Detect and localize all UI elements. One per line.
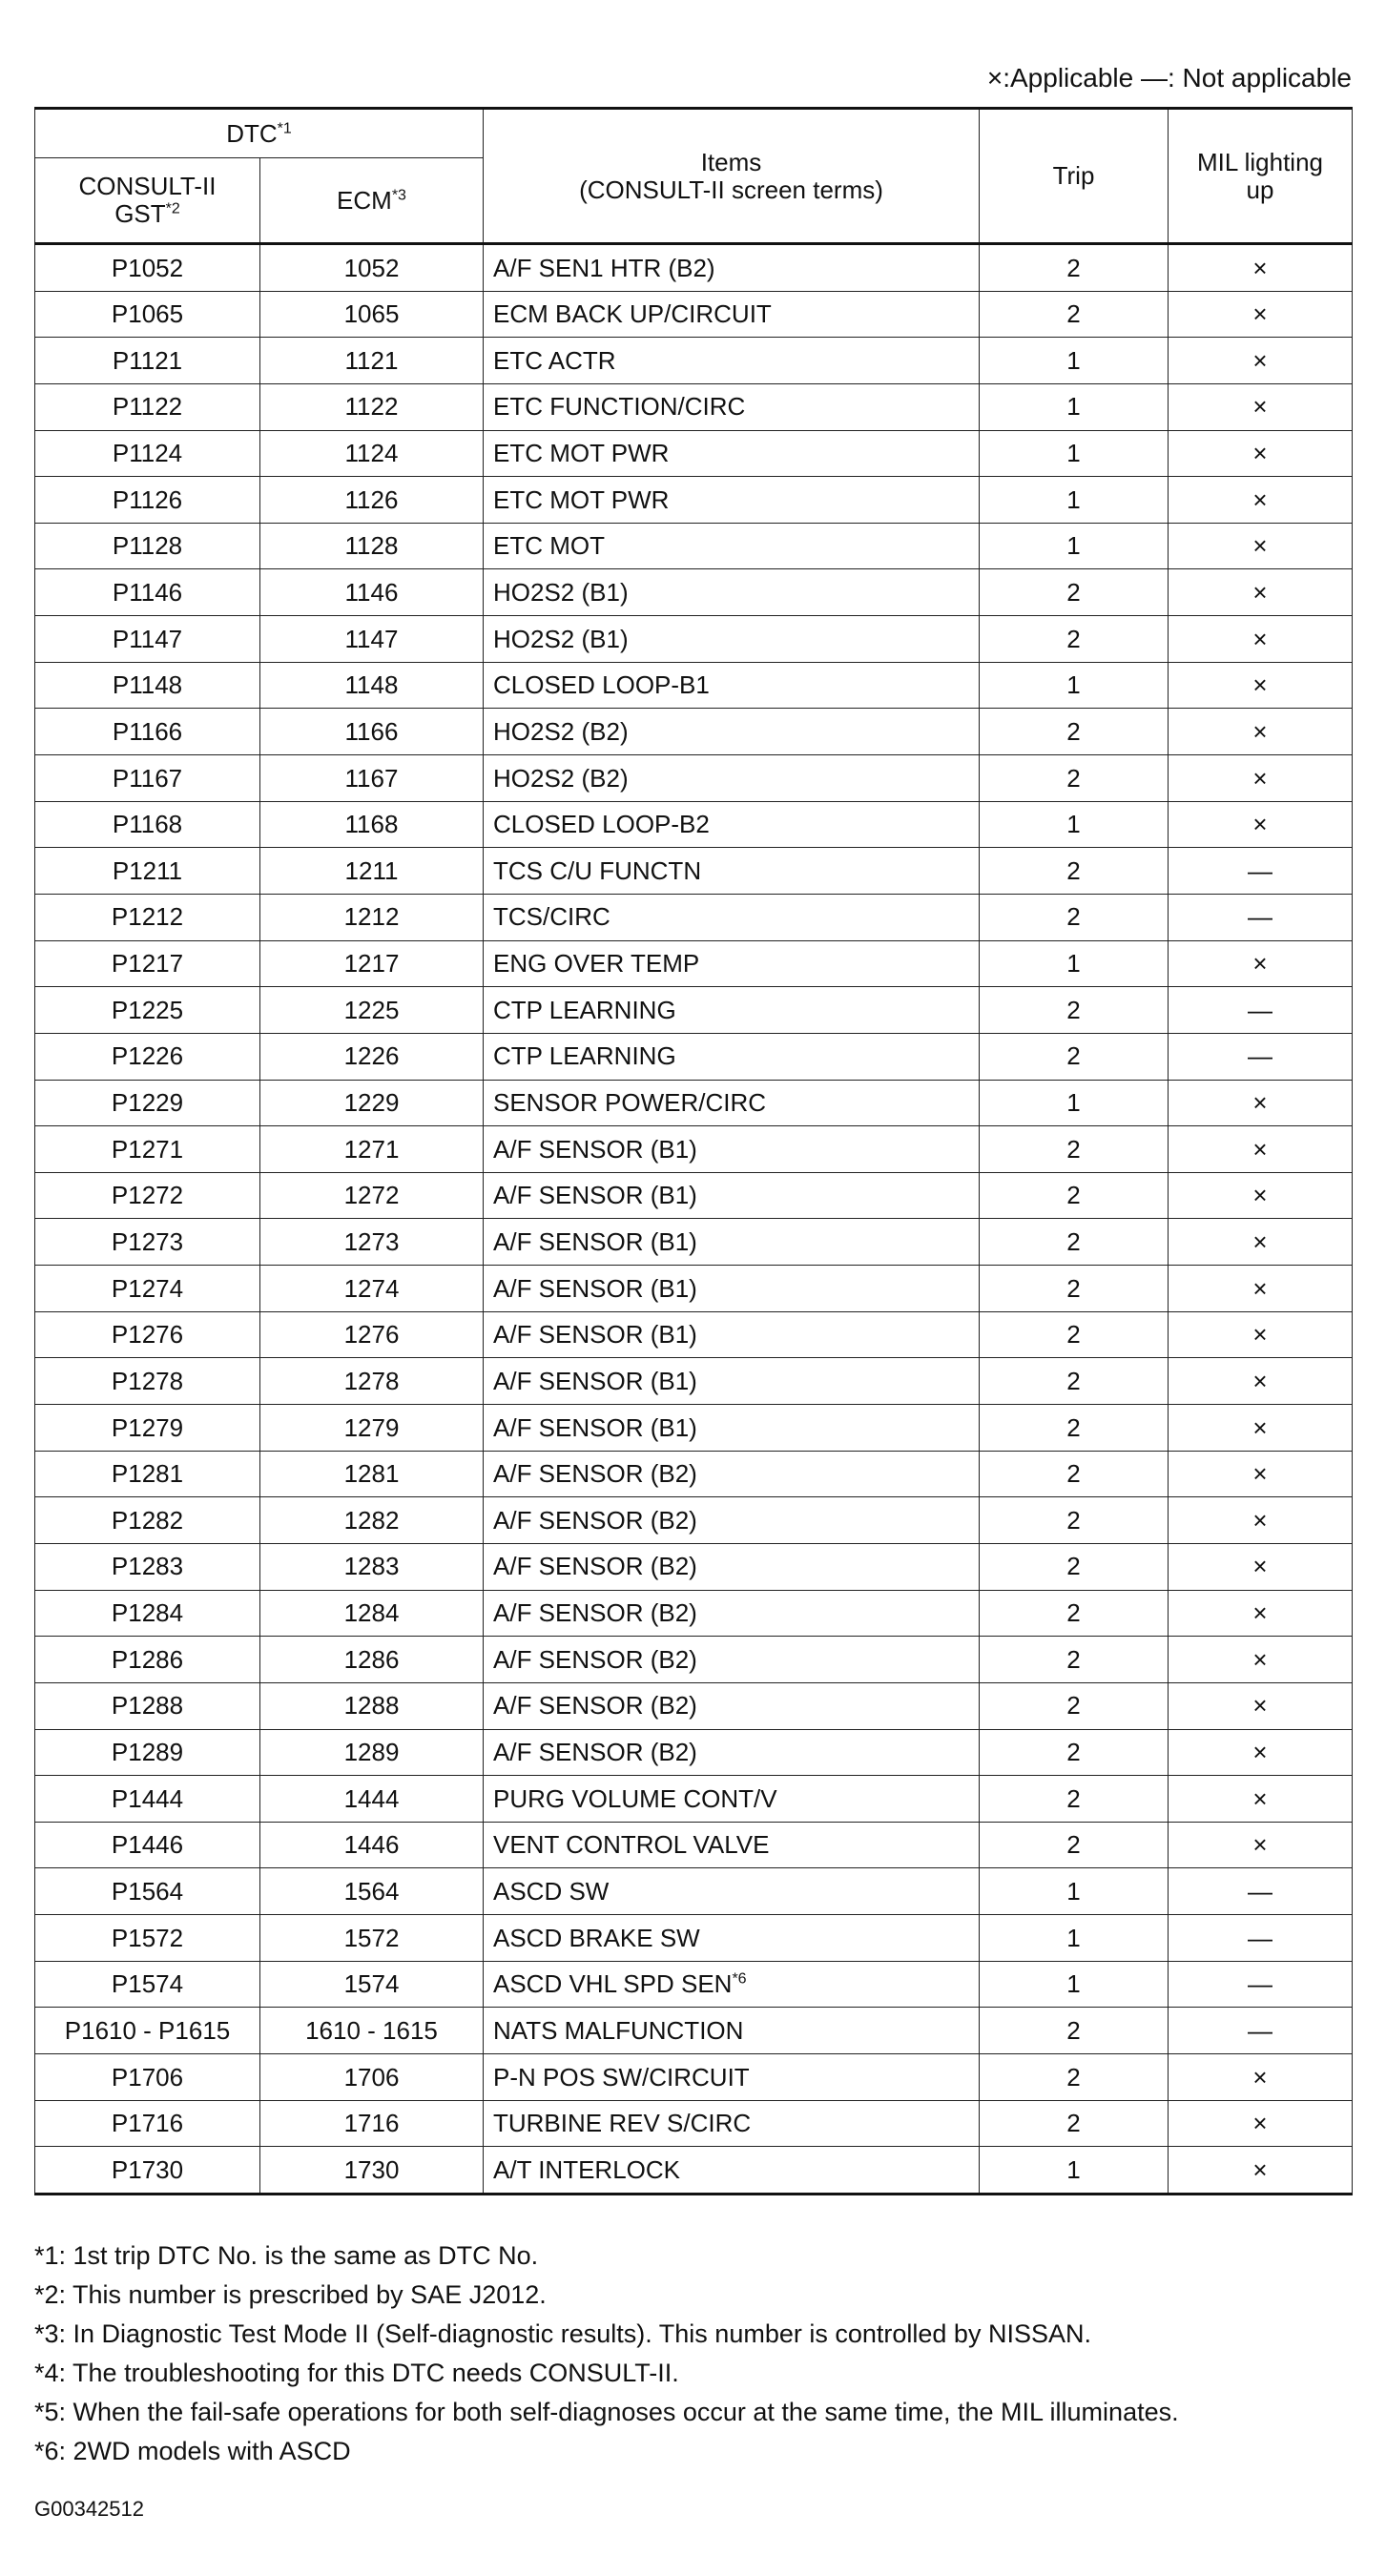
mil-cell: × (1169, 477, 1353, 524)
consult-code-cell: P1121 (35, 338, 260, 384)
figure-id: G00342512 (34, 2497, 144, 2521)
item-cell: CTP LEARNING (484, 987, 980, 1034)
trip-cell: 2 (980, 2008, 1169, 2054)
consult-code-cell: P1273 (35, 1219, 260, 1266)
item-cell: P-N POS SW/CIRCUIT (484, 2053, 980, 2100)
mil-cell: × (1169, 709, 1353, 755)
consult-code-cell: P1126 (35, 477, 260, 524)
ecm-code-cell: 1148 (260, 662, 484, 709)
consult-code-cell: P1284 (35, 1590, 260, 1637)
ecm-code-cell: 1168 (260, 801, 484, 848)
table-row (35, 1172, 1353, 1219)
item-cell: NATS MALFUNCTION (484, 2008, 980, 2054)
mil-cell: — (1169, 1868, 1353, 1915)
consult-code-cell: P1226 (35, 1033, 260, 1080)
table-row (35, 801, 1353, 848)
trip-cell: 2 (980, 987, 1169, 1034)
item-cell: ASCD VHL SPD SEN$^{*6}$ (484, 1961, 980, 2008)
table-row (35, 940, 1353, 987)
mil-cell: × (1169, 338, 1353, 384)
trip-cell: 1 (980, 940, 1169, 987)
item-cell: A/F SENSOR (B1) (484, 1126, 980, 1173)
mil-cell: × (1169, 1497, 1353, 1544)
mil-cell: × (1169, 2147, 1353, 2195)
ecm-code-cell: 1273 (260, 1219, 484, 1266)
consult-code-cell: P1167 (35, 755, 260, 802)
trip-cell: 2 (980, 616, 1169, 663)
table-row (35, 1868, 1353, 1915)
consult-code-cell: P1283 (35, 1543, 260, 1590)
table-row (35, 1961, 1353, 2008)
table-body (35, 244, 1353, 2195)
ecm-code-cell: 1226 (260, 1033, 484, 1080)
table-row (35, 2100, 1353, 2147)
item-cell: A/F SENSOR (B2) (484, 1543, 980, 1590)
consult-code-cell: P1212 (35, 894, 260, 940)
table-row (35, 2147, 1353, 2195)
trip-cell: 1 (980, 662, 1169, 709)
item-cell: HO2S2 (B1) (484, 569, 980, 616)
ecm-code-cell: 1166 (260, 709, 484, 755)
mil-cell: — (1169, 1915, 1353, 1962)
mil-cell: × (1169, 1219, 1353, 1266)
table-row (35, 1543, 1353, 1590)
table-row (35, 1590, 1353, 1637)
trip-cell: 2 (980, 1729, 1169, 1776)
trip-cell: 2 (980, 1219, 1169, 1266)
mil-cell: × (1169, 2053, 1353, 2100)
consult-code-cell: P1065 (35, 291, 260, 338)
item-cell: A/F SENSOR (B1) (484, 1405, 980, 1452)
trip-cell: 2 (980, 709, 1169, 755)
items-header: Items (CONSULT-II screen terms) (484, 109, 980, 244)
ecm-code-cell: 1274 (260, 1266, 484, 1312)
item-cell: CLOSED LOOP-B2 (484, 801, 980, 848)
consult-code-cell: P1217 (35, 940, 260, 987)
trip-cell: 2 (980, 1033, 1169, 1080)
consult-gst-header: CONSULT-II GST$^{*2}$ (35, 158, 260, 244)
dtc-table (34, 107, 1353, 2195)
table-row (35, 1358, 1353, 1405)
mil-cell: × (1169, 1080, 1353, 1126)
mil-cell: × (1169, 1405, 1353, 1452)
trip-cell: 1 (980, 477, 1169, 524)
mil-cell: × (1169, 662, 1353, 709)
table-row (35, 1637, 1353, 1683)
consult-code-cell: P1052 (35, 244, 260, 292)
trip-cell: 1 (980, 1915, 1169, 1962)
consult-code-cell: P1128 (35, 523, 260, 569)
consult-code-cell: P1276 (35, 1311, 260, 1358)
consult-code-cell: P1730 (35, 2147, 260, 2195)
consult-code-cell: P1289 (35, 1729, 260, 1776)
mil-cell: × (1169, 1172, 1353, 1219)
consult-code-cell: P1286 (35, 1637, 260, 1683)
ecm-code-cell: 1217 (260, 940, 484, 987)
ecm-code-cell: 1225 (260, 987, 484, 1034)
table-row (35, 1915, 1353, 1962)
table-row (35, 1497, 1353, 1544)
ecm-code-cell: 1229 (260, 1080, 484, 1126)
trip-cell: 1 (980, 383, 1169, 430)
footnotes (34, 2236, 1179, 2471)
mil-cell: × (1169, 1776, 1353, 1823)
mil-cell: × (1169, 1682, 1353, 1729)
trip-cell: 2 (980, 1358, 1169, 1405)
ecm-code-cell: 1572 (260, 1915, 484, 1962)
item-cell: A/F SENSOR (B2) (484, 1682, 980, 1729)
table-row (35, 1126, 1353, 1173)
item-cell: A/F SENSOR (B1) (484, 1358, 980, 1405)
mil-cell: × (1169, 1543, 1353, 1590)
mil-cell: — (1169, 2008, 1353, 2054)
ecm-code-cell: 1276 (260, 1311, 484, 1358)
mil-cell: × (1169, 291, 1353, 338)
trip-cell: 1 (980, 1868, 1169, 1915)
item-cell: CLOSED LOOP-B1 (484, 662, 980, 709)
trip-cell: 2 (980, 244, 1169, 292)
consult-code-cell: P1706 (35, 2053, 260, 2100)
mil-cell: × (1169, 1311, 1353, 1358)
mil-cell: × (1169, 1590, 1353, 1637)
item-cell: SENSOR POWER/CIRC (484, 1080, 980, 1126)
consult-code-cell: P1229 (35, 1080, 260, 1126)
item-cell: ECM BACK UP/CIRCUIT (484, 291, 980, 338)
table-row (35, 523, 1353, 569)
item-cell: A/F SENSOR (B2) (484, 1590, 980, 1637)
consult-code-cell: P1225 (35, 987, 260, 1034)
footnote: *6: 2WD models with ASCD (34, 2437, 351, 2465)
table-header (35, 109, 1353, 244)
trip-cell: 1 (980, 2147, 1169, 2195)
mil-cell: — (1169, 1961, 1353, 2008)
footnote: *3: In Diagnostic Test Mode II (Self-diagnostic results). This number is controlled by NISSAN. (34, 2319, 1091, 2348)
table-row (35, 1219, 1353, 1266)
item-cell: A/F SENSOR (B2) (484, 1637, 980, 1683)
consult-code-cell: P1610 - P1615 (35, 2008, 260, 2054)
ecm-code-cell: 1706 (260, 2053, 484, 2100)
trip-cell: 2 (980, 1637, 1169, 1683)
consult-code-cell: P1274 (35, 1266, 260, 1312)
consult-code-cell: P1271 (35, 1126, 260, 1173)
consult-code-cell: P1288 (35, 1682, 260, 1729)
consult-code-cell: P1564 (35, 1868, 260, 1915)
ecm-header: ECM$^{*3}$ (260, 158, 484, 244)
ecm-code-cell: 1283 (260, 1543, 484, 1590)
trip-cell: 1 (980, 523, 1169, 569)
ecm-code-cell: 1281 (260, 1451, 484, 1497)
ecm-code-cell: 1271 (260, 1126, 484, 1173)
table-row (35, 1822, 1353, 1868)
item-cell: HO2S2 (B1) (484, 616, 980, 663)
trip-cell: 2 (980, 291, 1169, 338)
consult-code-cell: P1574 (35, 1961, 260, 2008)
consult-code-cell: P1146 (35, 569, 260, 616)
consult-code-cell: P1282 (35, 1497, 260, 1544)
footnote: *4: The troubleshooting for this DTC needs CONSULT-II. (34, 2359, 679, 2387)
table-row (35, 338, 1353, 384)
table-row (35, 244, 1353, 292)
ecm-code-cell: 1272 (260, 1172, 484, 1219)
trip-cell: 2 (980, 1451, 1169, 1497)
mil-cell: — (1169, 987, 1353, 1034)
ecm-code-cell: 1446 (260, 1822, 484, 1868)
trip-cell: 2 (980, 1776, 1169, 1823)
trip-header: Trip (980, 109, 1169, 244)
ecm-code-cell: 1211 (260, 848, 484, 895)
consult-code-cell: P1444 (35, 1776, 260, 1823)
item-cell: PURG VOLUME CONT/V (484, 1776, 980, 1823)
table-row (35, 894, 1353, 940)
ecm-code-cell: 1288 (260, 1682, 484, 1729)
ecm-code-cell: 1052 (260, 244, 484, 292)
table-row (35, 2008, 1353, 2054)
ecm-code-cell: 1289 (260, 1729, 484, 1776)
trip-cell: 1 (980, 430, 1169, 477)
consult-code-cell: P1446 (35, 1822, 260, 1868)
table-row (35, 755, 1353, 802)
consult-code-cell: P1572 (35, 1915, 260, 1962)
ecm-code-cell: 1730 (260, 2147, 484, 2195)
mil-cell: × (1169, 430, 1353, 477)
table-row (35, 1033, 1353, 1080)
consult-code-cell: P1211 (35, 848, 260, 895)
mil-cell: × (1169, 1266, 1353, 1312)
item-cell: A/F SENSOR (B2) (484, 1497, 980, 1544)
ecm-code-cell: 1212 (260, 894, 484, 940)
table-row (35, 848, 1353, 895)
mil-cell: × (1169, 2100, 1353, 2147)
trip-cell: 2 (980, 1497, 1169, 1544)
ecm-code-cell: 1146 (260, 569, 484, 616)
mil-cell: × (1169, 569, 1353, 616)
ecm-code-cell: 1716 (260, 2100, 484, 2147)
mil-cell: — (1169, 848, 1353, 895)
trip-cell: 2 (980, 755, 1169, 802)
mil-cell: × (1169, 1451, 1353, 1497)
mil-cell: × (1169, 1822, 1353, 1868)
table-row (35, 2053, 1353, 2100)
mil-cell: × (1169, 1729, 1353, 1776)
trip-cell: 2 (980, 1311, 1169, 1358)
ecm-code-cell: 1128 (260, 523, 484, 569)
table-row (35, 1451, 1353, 1497)
item-cell: ETC MOT PWR (484, 430, 980, 477)
table-row (35, 291, 1353, 338)
consult-code-cell: P1278 (35, 1358, 260, 1405)
ecm-code-cell: 1278 (260, 1358, 484, 1405)
mil-cell: × (1169, 383, 1353, 430)
mil-cell: × (1169, 244, 1353, 292)
table-row (35, 430, 1353, 477)
table-row (35, 569, 1353, 616)
table-row (35, 1080, 1353, 1126)
mil-cell: × (1169, 1637, 1353, 1683)
item-cell: CTP LEARNING (484, 1033, 980, 1080)
trip-cell: 2 (980, 1822, 1169, 1868)
item-cell: A/F SENSOR (B1) (484, 1172, 980, 1219)
trip-cell: 2 (980, 1543, 1169, 1590)
table-row (35, 1776, 1353, 1823)
mil-cell: × (1169, 755, 1353, 802)
table-row (35, 662, 1353, 709)
item-cell: A/F SEN1 HTR (B2) (484, 244, 980, 292)
ecm-code-cell: 1564 (260, 1868, 484, 1915)
consult-code-cell: P1166 (35, 709, 260, 755)
trip-cell: 2 (980, 894, 1169, 940)
trip-cell: 1 (980, 338, 1169, 384)
table-row (35, 1311, 1353, 1358)
item-cell: ETC MOT PWR (484, 477, 980, 524)
ecm-code-cell: 1279 (260, 1405, 484, 1452)
mil-cell: × (1169, 1358, 1353, 1405)
consult-code-cell: P1122 (35, 383, 260, 430)
item-cell: ASCD SW (484, 1868, 980, 1915)
item-cell: HO2S2 (B2) (484, 709, 980, 755)
footnote: *1: 1st trip DTC No. is the same as DTC No. (34, 2241, 539, 2270)
item-cell: A/F SENSOR (B2) (484, 1729, 980, 1776)
footnote: *2: This number is prescribed by SAE J2012. (34, 2280, 547, 2309)
mil-cell: — (1169, 894, 1353, 940)
consult-code-cell: P1148 (35, 662, 260, 709)
table-row (35, 987, 1353, 1034)
table-row (35, 383, 1353, 430)
trip-cell: 2 (980, 569, 1169, 616)
applicability-legend: ×:Applicable —: Not applicable (986, 63, 1352, 93)
item-cell: ASCD BRAKE SW (484, 1915, 980, 1962)
ecm-code-cell: 1065 (260, 291, 484, 338)
mil-cell: × (1169, 1126, 1353, 1173)
table-row (35, 616, 1353, 663)
trip-cell: 2 (980, 2053, 1169, 2100)
consult-code-cell: P1272 (35, 1172, 260, 1219)
mil-cell: — (1169, 1033, 1353, 1080)
item-cell: HO2S2 (B2) (484, 755, 980, 802)
trip-cell: 2 (980, 1126, 1169, 1173)
consult-code-cell: P1716 (35, 2100, 260, 2147)
ecm-code-cell: 1124 (260, 430, 484, 477)
ecm-code-cell: 1286 (260, 1637, 484, 1683)
trip-cell: 1 (980, 1080, 1169, 1126)
item-cell: ETC FUNCTION/CIRC (484, 383, 980, 430)
item-cell: A/F SENSOR (B2) (484, 1451, 980, 1497)
table-row (35, 1682, 1353, 1729)
mil-cell: × (1169, 616, 1353, 663)
item-cell: A/T INTERLOCK (484, 2147, 980, 2195)
ecm-code-cell: 1122 (260, 383, 484, 430)
mil-cell: × (1169, 940, 1353, 987)
mil-header: MIL lighting up (1169, 109, 1353, 244)
consult-code-cell: P1147 (35, 616, 260, 663)
trip-cell: 1 (980, 1961, 1169, 2008)
table-row (35, 477, 1353, 524)
ecm-code-cell: 1610 - 1615 (260, 2008, 484, 2054)
ecm-code-cell: 1167 (260, 755, 484, 802)
ecm-code-cell: 1284 (260, 1590, 484, 1637)
consult-code-cell: P1279 (35, 1405, 260, 1452)
item-cell: A/F SENSOR (B1) (484, 1266, 980, 1312)
trip-cell: 2 (980, 1682, 1169, 1729)
ecm-code-cell: 1126 (260, 477, 484, 524)
trip-cell: 1 (980, 801, 1169, 848)
consult-code-cell: P1168 (35, 801, 260, 848)
item-cell: TCS C/U FUNCTN (484, 848, 980, 895)
trip-cell: 2 (980, 1590, 1169, 1637)
ecm-code-cell: 1147 (260, 616, 484, 663)
item-cell: VENT CONTROL VALVE (484, 1822, 980, 1868)
dtc-group-header: DTC$^{*1}$ (35, 109, 484, 158)
footnote: *5: When the fail-safe operations for both self-diagnoses occur at the same time, the MIL illuminates. (34, 2398, 1179, 2426)
item-cell: TCS/CIRC (484, 894, 980, 940)
table-row (35, 1405, 1353, 1452)
item-cell: A/F SENSOR (B1) (484, 1219, 980, 1266)
trip-cell: 2 (980, 1172, 1169, 1219)
item-cell: ETC ACTR (484, 338, 980, 384)
item-cell: TURBINE REV S/CIRC (484, 2100, 980, 2147)
trip-cell: 2 (980, 1405, 1169, 1452)
trip-cell: 2 (980, 848, 1169, 895)
table-row (35, 709, 1353, 755)
ecm-code-cell: 1121 (260, 338, 484, 384)
ecm-code-cell: 1444 (260, 1776, 484, 1823)
ecm-code-cell: 1574 (260, 1961, 484, 2008)
table-row (35, 1729, 1353, 1776)
ecm-code-cell: 1282 (260, 1497, 484, 1544)
table-row (35, 1266, 1353, 1312)
item-cell: ENG OVER TEMP (484, 940, 980, 987)
mil-cell: × (1169, 801, 1353, 848)
consult-code-cell: P1124 (35, 430, 260, 477)
trip-cell: 2 (980, 2100, 1169, 2147)
consult-code-cell: P1281 (35, 1451, 260, 1497)
item-cell: ETC MOT (484, 523, 980, 569)
mil-cell: × (1169, 523, 1353, 569)
item-cell: A/F SENSOR (B1) (484, 1311, 980, 1358)
trip-cell: 2 (980, 1266, 1169, 1312)
